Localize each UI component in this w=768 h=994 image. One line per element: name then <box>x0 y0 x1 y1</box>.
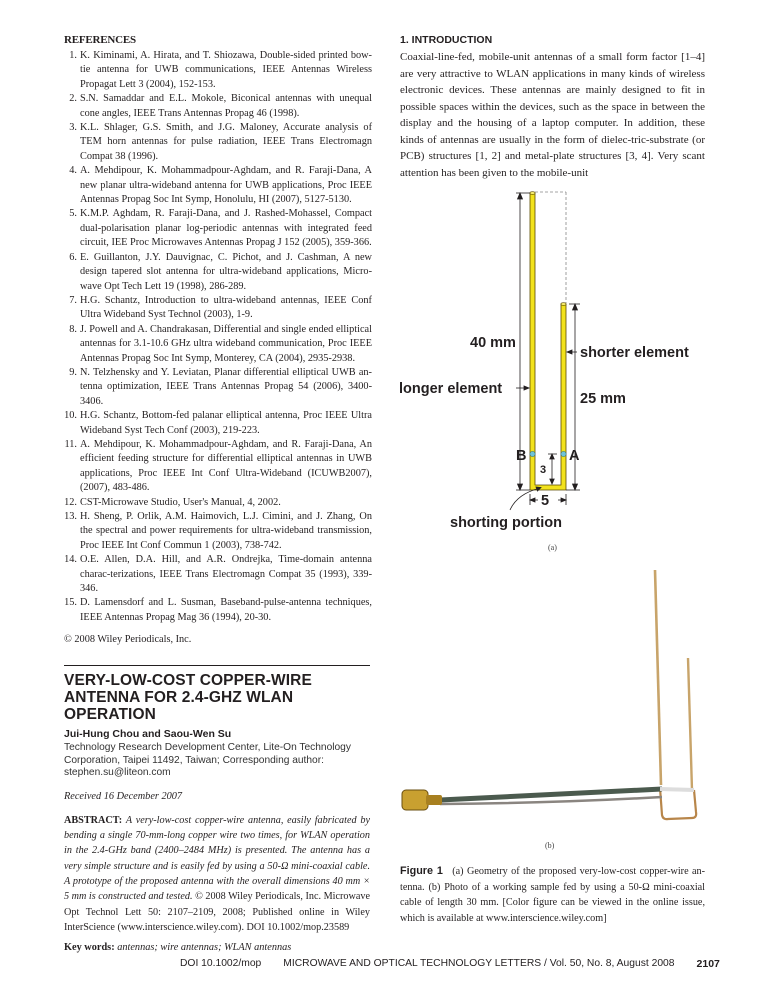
reference-text: D. Lamensdorf and L. Susman, Baseband-pulse-antenna techniques, IEEE Antennas Propag Mag 36 (1994), 20-30. <box>80 597 372 623</box>
reference-number: 11. <box>64 438 77 450</box>
article-authors: Jui-Hung Chou and Saou-Wen Su <box>64 728 232 741</box>
photo-short-wire <box>688 658 692 790</box>
reference-number: 3. <box>69 122 77 134</box>
label-40mm: 40 mm <box>470 335 516 351</box>
reference-text: H. Sheng, P. Orlik, A.M. Haimovich, L.J. Cimini, and J. Zhang, On the spectral and power requirements for ultra-wideband transmission, Proc IEEE Int Conf Commun 1 (2003), 738-742. <box>80 511 372 551</box>
label-5: 5 <box>541 493 550 509</box>
reference-text: K.M.P. Aghdam, R. Faraji-Dana, and J. Rashed-Mohassel, Compact dual-polarisation planar log-periodic antennas with integrated feed circuit, IEE Proc Microwaves Antennas Propag J 152 (2005), 359-366. <box>80 208 372 249</box>
figure-caption <box>400 864 705 926</box>
footer-doi: DOI 10.1002/mop <box>180 958 262 969</box>
reference-number: 7. <box>69 294 77 306</box>
photo-shorting-loop <box>660 788 696 819</box>
feed-point-b <box>530 451 535 456</box>
abstract-citation: © 2008 Wiley Periodicals, Inc. Microwave Opt Technol Lett 50: 2107–2109, 2008; Published online in Wiley InterScience (www.interscience.wiley.com). DOI 10.1002/mop.23589 <box>64 891 370 933</box>
reference-number: 8. <box>69 323 77 335</box>
abstract-body: A very-low-cost copper-wire antenna, easily fabricated by bending a single 70-mm-long copper wire two times, for WLAN operation in the 2.4-GHz band (2400–2484 MHz) is presented. The antenna has a very simple structure and is easily fed by using a 50-Ω mini-coaxial cable. A prototype of the proposed antenna with the overall dimensions 40 mm × 5 mm is constructed and tested. <box>64 814 370 903</box>
page-footer <box>180 958 720 970</box>
photo-connector <box>402 790 428 810</box>
introduction-text: Coaxial-line-fed, mobile-unit antennas of a small form factor [1–4] are very attractive to WLAN applications in many kinds of wireless electronic devices. These antennas are mainly designed to fit in possible spaces within the devices, such as the space in between the display and the housing of a laptop computer. In addition, these kinds of antennas are usually in the form of dielec-tric-substrate (or PCB) structures [1, 2] and metal-plate structures [3, 4]. Very scant attention has been given to the mobile-unit <box>400 51 705 179</box>
reference-number: 12. <box>64 496 77 508</box>
feed-point-a <box>561 451 566 456</box>
footer-journal: MICROWAVE AND OPTICAL TECHNOLOGY LETTERS / Vol. 50, No. 8, August 2008 <box>283 958 675 969</box>
wire-end-short <box>561 303 566 306</box>
abstract-label: ABSTRACT: <box>64 814 123 826</box>
keywords-label: Key words: <box>64 942 115 954</box>
reference-text: K.L. Shlager, G.S. Smith, and J.G. Maloney, Accurate analysis of TEM horn antennas for pulse radiation, IEEE Trans Electromagn Compat 38 (1996). <box>80 122 372 162</box>
label-shorter-element: shorter element <box>580 345 689 361</box>
photo-feed-junction <box>660 789 694 790</box>
reference-number: 15. <box>64 597 77 609</box>
reference-number: 10. <box>64 410 77 422</box>
reference-text: O.E. Allen, D.A. Hill, and A.R. Ondrejka, Time-domain antenna charac-terizations, IEEE Trans Electromagn Compat 35 (1993), 339-346. <box>80 554 372 595</box>
reference-text: J. Powell and A. Chandrakasan, Differential and single ended elliptical antennas for 3.1-10.6 GHz ultra wideband communication, Proc IEEE Antennas Propag Soc Int Symp, Monterey, CA (2004), 2935-2938. <box>80 323 372 364</box>
figure-1a-geometry <box>399 192 689 552</box>
author-affiliation: Technology Research Development Center, Lite-On Technology Corporation, Taipei 11492, Taiwan; Corresponding author: stephen.su@liteon.com <box>64 742 351 779</box>
label-point-a: A <box>569 448 580 464</box>
reference-text: H.G. Schantz, Introduction to ultra-wideband antennas, IEEE Conf Ultra Wideband Syst Technol (2003), 1-9. <box>80 294 372 321</box>
subfigure-a-label: (a) <box>548 543 557 552</box>
reference-number: 9. <box>69 366 77 378</box>
reference-number: 2. <box>69 93 77 105</box>
reference-text: K. Kiminami, A. Hirata, and T. Shiozawa, Double-sided printed bow-tie antenna for UWB communications, IEEE Antennas Wireless Propagat Lett 3 (2004), 152-153. <box>80 50 372 90</box>
page-number: 2107 <box>696 958 720 970</box>
label-25mm: 25 mm <box>580 391 626 407</box>
reference-text: A. Mehdipour, K. Mohammadpour-Aghdam, and R. Faraji-Dana, A new planar ultra-wideband antenna for UWB applications, Proc IEEE Antennas Propag Soc Int Symp, Honolulu, HI (2007), 5127-5130. <box>80 165 372 206</box>
copyright-line: © 2008 Wiley Periodicals, Inc. <box>64 634 192 646</box>
received-date: Received 16 December 2007 <box>64 790 183 802</box>
reference-text: CST-Microwave Studio, User's Manual, 4, 2002. <box>80 496 281 508</box>
photo-long-wire <box>655 570 661 785</box>
reference-text: N. Telzhensky and Y. Leviatan, Planar differential elliptical UWB an-tenna optimization, IEEE Trans Antennas Propag 54 (2006), 3400-3406. <box>80 366 372 407</box>
reference-number: 4. <box>69 165 77 177</box>
label-point-b: B <box>516 448 527 464</box>
figure-caption-label: Figure 1 <box>400 865 443 877</box>
references-heading: REFERENCES <box>64 34 136 46</box>
reference-text: E. Guillanton, J.Y. Dauvignac, C. Pichot, and J. Cashman, A new design tapered slot antenna for ultra-wideband applications, Micro-wave Opt Tech Lett 19 (1998), 286-289. <box>80 251 372 292</box>
subfigure-b-label: (b) <box>545 841 555 850</box>
reference-number: 5. <box>69 208 77 220</box>
reference-text: H.G. Schantz, Bottom-fed palanar elliptical antenna, Proc IEEE Ultra Wideband Syst Tech Conf (2003), 219-223. <box>80 410 372 436</box>
introduction-heading: 1. INTRODUCTION <box>400 34 493 46</box>
reference-number: 14. <box>64 554 77 566</box>
label-3: 3 <box>540 464 547 476</box>
article-title: VERY-LOW-COST COPPER-WIRE ANTENNA FOR 2.4-GHZ WLAN OPERATION <box>64 672 312 724</box>
figure-caption-text: (a) Geometry of the proposed very-low-cost copper-wire an-tenna. (b) Photo of a working sample fed by using a 50-Ω mini-coaxial cable of length 30 mm. [Color figure can be viewed in the online issue, which is available at www.interscience.wiley.com] <box>400 866 706 924</box>
reference-number: 6. <box>69 251 77 263</box>
wire-end-long <box>530 192 535 195</box>
reference-text: A. Mehdipour, K. Mohammadpour-Aghdam, and R. Faraji-Dana, An efficient feeding structure for differential elliptical antennas in UWB applications, Proc IEEE Int Conf Ultra-Wideband (ICUWB2007), (2007), 483-486. <box>80 438 372 494</box>
reference-text: S.N. Samaddar and E.L. Mokole, Biconical antennas with unequal cone angles, IEEE Trans Antennas Propag 46 (1998). <box>80 93 372 119</box>
copper-wire-shape <box>530 193 566 490</box>
label-longer-element: longer element <box>399 381 503 397</box>
reference-number: 1. <box>69 50 77 61</box>
keywords-list: antennas; wire antennas; WLAN antennas <box>117 942 292 954</box>
label-shorting-portion: shorting portion <box>450 515 562 531</box>
reference-number: 13. <box>64 511 77 522</box>
photo-connector-neck <box>426 795 442 805</box>
figure-1b-photo <box>402 570 696 850</box>
